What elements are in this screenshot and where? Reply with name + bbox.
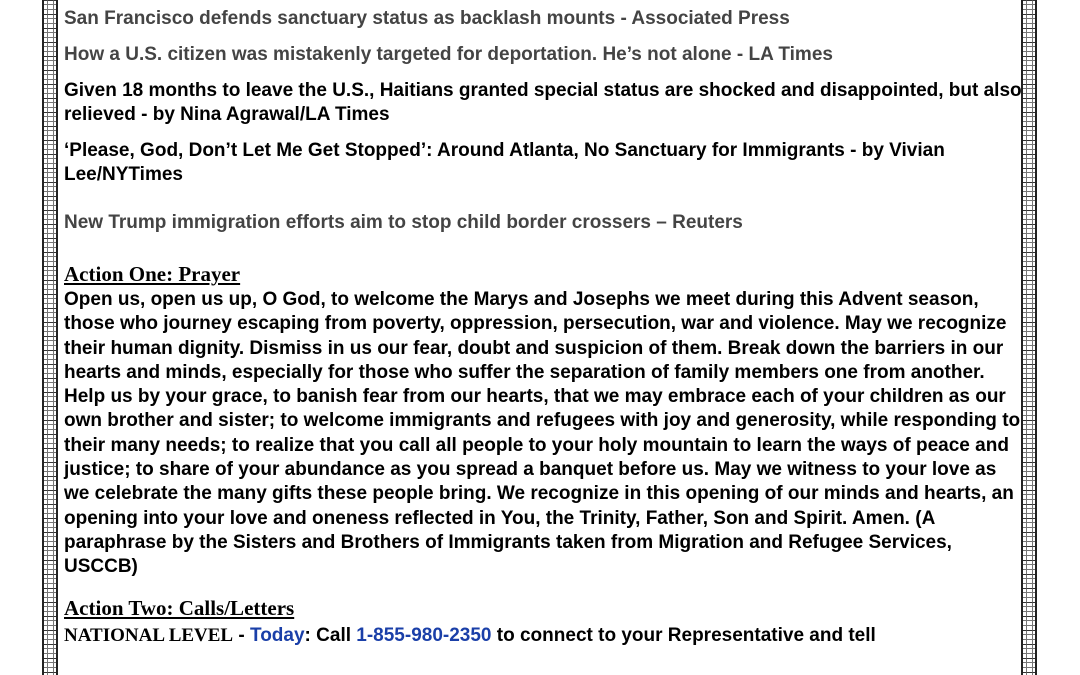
news-item[interactable]: Given 18 months to leave the U.S., Haitians granted special status are shocked and disappointed, but also relieved - by Nina Agrawal/LA Times (64, 80, 1022, 125)
national-level-label: NATIONAL LEVEL (64, 624, 234, 646)
dash-text: - (233, 624, 250, 646)
news-item[interactable]: How a U.S. citizen was mistakenly targeted for deportation. He’s not alone - LA Times (64, 44, 833, 65)
national-level-line (64, 624, 1024, 648)
left-decorative-border (42, 0, 58, 675)
newsletter-content (64, 0, 1024, 648)
action-two-heading: Action Two: Calls/Letters (64, 595, 295, 620)
call-text: : Call (304, 624, 357, 646)
today-link[interactable]: Today (250, 624, 305, 646)
phone-link[interactable]: 1-855-980-2350 (356, 624, 492, 646)
call-rest-text: to connect to your Representative and tell (491, 624, 876, 646)
news-item[interactable]: San Francisco defends sanctuary status as backlash mounts - Associated Press (64, 8, 790, 29)
prayer-text: Open us, open us up, O God, to welcome the Marys and Josephs we meet during this Advent season, those who journey escaping from poverty, oppression, persecution, war and violence. May we recognize their human dignity. Dismiss in us our fear, doubt and suspicion of them. Break down the barriers in our hearts and minds, especially for those who suffer the separation of family members one from another. Help us by your grace, to banish fear from our hearts, that we may embrace each of your children as our own brother and sister; to welcome immigrants and refugees with joy and generosity, while responding to their many needs; to realize that you call all people to your holy mountain to learn the ways of peace and justice; to share of your abundance as you spread a banquet before us. May we witness to your love as we celebrate the many gifts these people bring. We recognize in this opening of our minds and hearts, an opening into your love and oneness reflected in You, the Trinity, Father, Son and Spirit. Amen. (A paraphrase by the Sisters and Brothers of Immigrants taken from Migration and Refugee Services, USCCB) (64, 289, 1021, 578)
news-item[interactable]: ‘Please, God, Don’t Let Me Get Stopped’: Around Atlanta, No Sanctuary for Immigrants - by Vivian Lee/NYTimes (64, 140, 945, 185)
action-one-heading: Action One: Prayer (64, 262, 241, 286)
news-item[interactable]: New Trump immigration efforts aim to stop child border crossers – Reuters (64, 212, 743, 233)
